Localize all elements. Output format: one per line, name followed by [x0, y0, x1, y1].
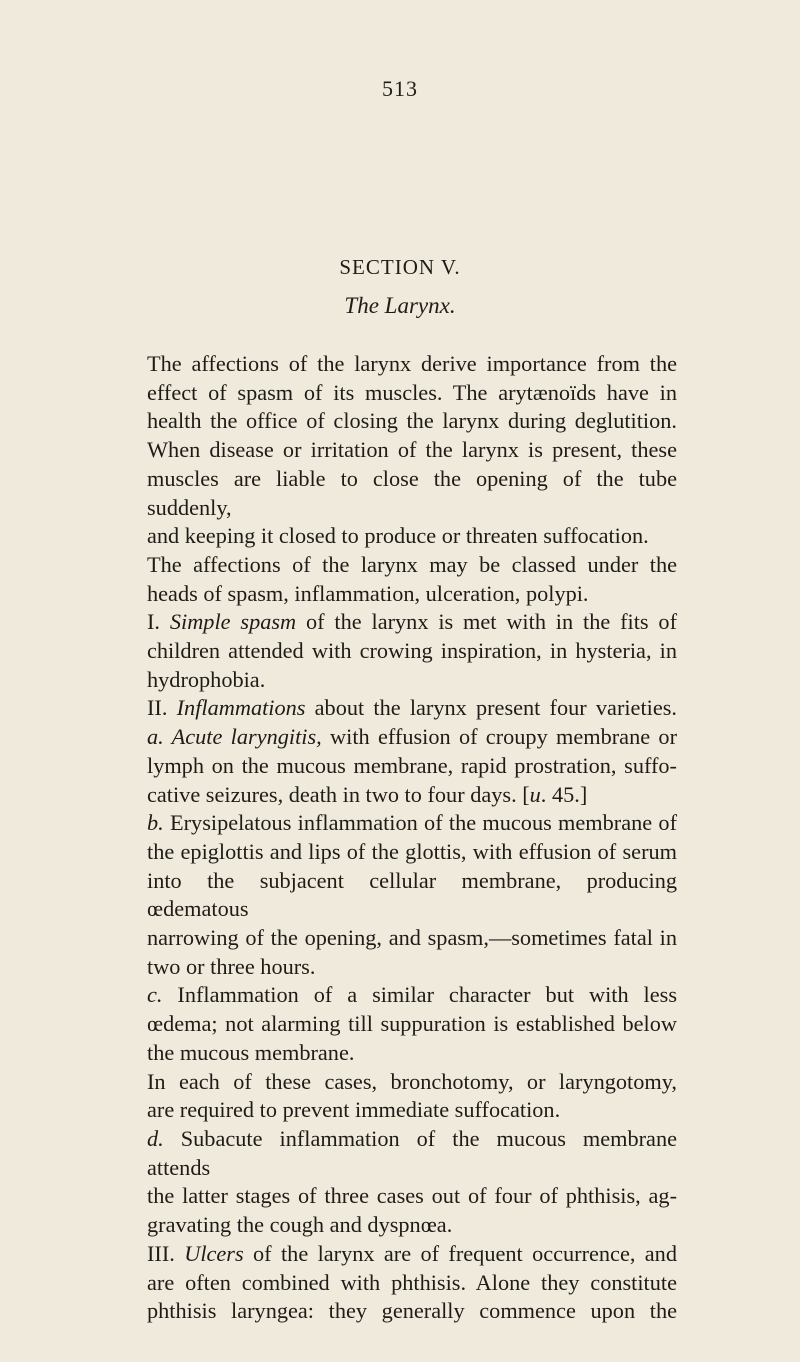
text-line — [147, 1010, 677, 1039]
line-text: two or three hours. — [147, 953, 316, 979]
line-text: of the larynx is met with in the fits of — [296, 609, 678, 635]
text-line — [147, 350, 677, 379]
text-line — [147, 1039, 677, 1068]
line-text: are required to prevent immediate suffocation. — [147, 1097, 561, 1123]
section-subtitle: The Larynx. — [344, 293, 456, 318]
italic-text: d. — [147, 1125, 164, 1151]
line-text: phthisis laryngea: they generally commence upon the — [147, 1298, 677, 1324]
line-text: gravating the cough and dyspnœa. — [147, 1212, 453, 1238]
text-line — [147, 1125, 677, 1182]
text-line — [147, 867, 677, 924]
text-line — [147, 781, 677, 810]
text-line — [147, 465, 677, 522]
line-text: Erysipelatous inflammation of the mucous membrane of — [163, 810, 677, 836]
text-line — [147, 1182, 677, 1211]
text-line — [147, 1269, 677, 1298]
text-line — [147, 637, 677, 666]
line-text: . 45.] — [540, 781, 588, 807]
line-text: lymph on the mucous membrane, rapid prostration, suffo- — [147, 752, 677, 778]
line-text: The affections of the larynx derive importance from the — [147, 351, 677, 376]
italic-text: b. — [147, 810, 164, 836]
italic-text: Inflammations — [176, 695, 306, 721]
line-text: I. — [147, 609, 170, 635]
body-text — [147, 350, 677, 1326]
text-line — [147, 436, 677, 465]
line-text: health the office of closing the larynx during deglutition. — [147, 408, 677, 434]
italic-text: Simple spasm — [169, 609, 297, 635]
italic-text: u — [529, 781, 541, 807]
text-line — [147, 379, 677, 408]
line-text: In each of these cases, bronchotomy, or laryngotomy, — [147, 1068, 677, 1094]
text-line — [147, 407, 677, 436]
text-line — [147, 981, 677, 1010]
line-text: and keeping it closed to produce or threaten suffocation. — [147, 523, 649, 549]
line-text: of the larynx are of frequent occurrence, and — [243, 1240, 677, 1266]
text-line — [147, 924, 677, 953]
italic-text: c. — [147, 982, 163, 1008]
line-text: children attended with crowing inspiration, in hysteria, in — [147, 638, 677, 664]
text-line — [147, 551, 677, 580]
section-title: SECTION V. — [339, 255, 461, 279]
line-text: muscles are liable to close the opening of the tube suddenly, — [147, 465, 677, 520]
line-text: heads of spasm, inflammation, ulceration, polypi. — [147, 580, 589, 606]
line-text: When disease or irritation of the larynx is present, these — [147, 437, 677, 463]
line-text: about the larynx present four varieties. — [305, 695, 677, 721]
line-text: Subacute inflammation of the mucous membrane attends — [147, 1125, 677, 1180]
text-line — [147, 1297, 677, 1326]
text-line — [147, 723, 677, 752]
text-line — [147, 809, 677, 838]
text-line — [147, 1068, 677, 1097]
italic-text: Ulcers — [184, 1240, 244, 1266]
text-line — [147, 1096, 677, 1125]
line-text: effect of spasm of its muscles. The arytænoïds have in — [147, 379, 677, 405]
text-line — [147, 694, 677, 723]
line-text: œdema; not alarming till suppuration is established below — [147, 1011, 677, 1037]
text-line — [147, 953, 677, 982]
text-line — [147, 752, 677, 781]
text-line — [147, 666, 677, 695]
line-text: hydrophobia. — [147, 666, 266, 692]
italic-text: a. Acute laryngitis, — [147, 724, 322, 750]
line-text: Inflammation of a similar character but with less — [162, 982, 677, 1008]
line-text: cative seizures, death in two to four days. [ — [147, 781, 530, 807]
line-text: the latter stages of three cases out of four of phthisis, ag- — [147, 1183, 677, 1209]
line-text: with effusion of croupy membrane or — [321, 724, 677, 750]
line-text: the mucous membrane. — [147, 1039, 355, 1065]
line-text: II. — [147, 695, 177, 721]
text-line — [147, 1240, 677, 1269]
line-text: are often combined with phthisis. Alone they constitute — [147, 1269, 677, 1295]
page-number: 513 — [382, 76, 418, 101]
line-text: the epiglottis and lips of the glottis, with effusion of serum — [147, 838, 677, 864]
line-text: The affections of the larynx may be classed under the — [147, 551, 677, 577]
line-text: narrowing of the opening, and spasm,—sometimes fatal in — [147, 925, 677, 951]
text-line — [147, 522, 677, 551]
text-line — [147, 608, 677, 637]
text-line — [147, 1211, 677, 1240]
line-text: III. — [147, 1240, 185, 1266]
line-text: into the subjacent cellular membrane, producing œdematous — [147, 867, 677, 922]
text-line — [147, 838, 677, 867]
text-line — [147, 580, 677, 609]
